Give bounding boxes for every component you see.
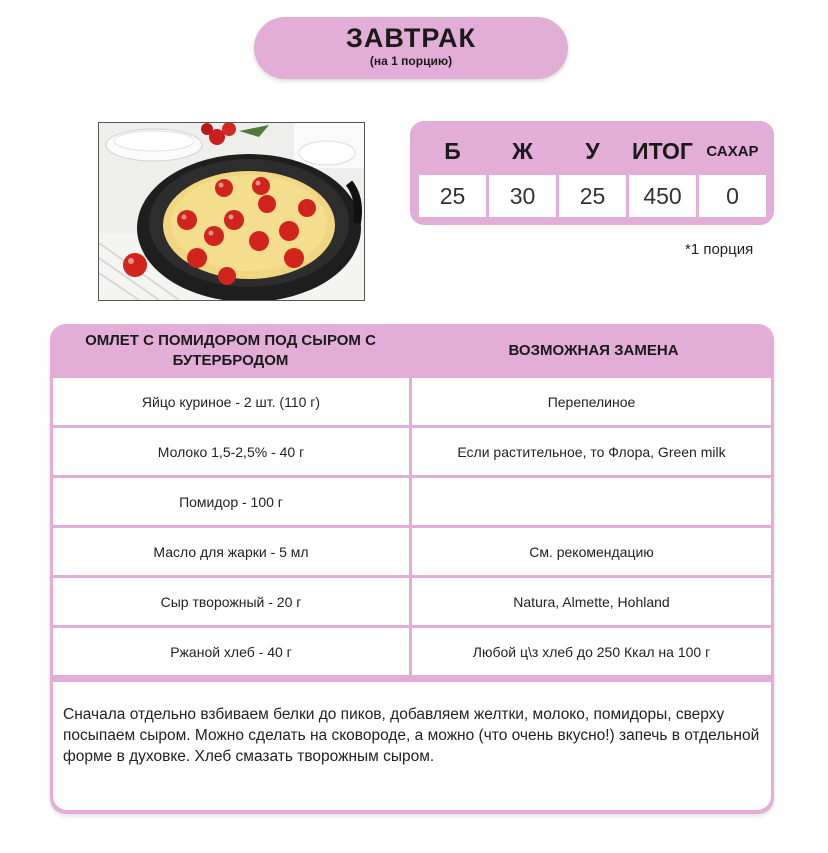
title-banner (254, 17, 568, 79)
table-row (53, 378, 771, 425)
replacement-cell: Перепелиное (412, 378, 771, 425)
page-subtitle: (на 1 порцию) (369, 54, 453, 68)
ingredient-cell: Масло для жарки - 5 мл (53, 528, 409, 575)
omelet-with-tomatoes-illustration (99, 123, 364, 300)
table-row (53, 478, 771, 525)
macro-value-carbs: 25 (559, 175, 626, 217)
replacement-cell (412, 478, 771, 525)
table-row (53, 628, 771, 675)
macro-header-protein: Б (444, 137, 461, 164)
replacement-cell: Если растительное, то Флора, Green milk (412, 428, 771, 475)
recipe-table (50, 324, 774, 814)
table-row (53, 528, 771, 575)
instructions-box (53, 682, 771, 810)
table-row (53, 428, 771, 475)
macro-value-fat: 30 (489, 175, 556, 217)
recipe-dish-title: ОМЛЕТ С ПОМИДОРОМ ПОД СЫРОМ С БУТЕРБРОДОМ (85, 332, 376, 369)
ingredient-cell: Помидор - 100 г (53, 478, 409, 525)
macro-value-sugar: 0 (699, 175, 766, 217)
replacement-cell: Любой ц\з хлеб до 250 Ккал на 100 г (412, 628, 771, 675)
macro-value-protein: 25 (419, 175, 486, 217)
recipe-header (50, 324, 774, 378)
macro-header-total: ИТОГ (632, 137, 693, 164)
table-row (53, 578, 771, 625)
omelet-photo (98, 122, 365, 301)
recipe-replacement-title: ВОЗМОЖНАЯ ЗАМЕНА (508, 342, 679, 359)
page-title: ЗАВТРАК (346, 23, 476, 53)
ingredient-cell: Молоко 1,5-2,5% - 40 г (53, 428, 409, 475)
macro-value-total: 450 (629, 175, 696, 217)
ingredient-cell: Яйцо куриное - 2 шт. (110 г) (53, 378, 409, 425)
macro-header-carbs: У (585, 137, 600, 164)
macros-table (410, 121, 774, 225)
instructions-text: Сначала отдельно взбиваем белки до пиков, добавляем желтки, молоко, помидоры, сверху посыпаем сыром. Можно сделать на сковороде, а можно (что очень вкусно!) запечь в отдельной форме в духовке. Хлеб смазать творожным сыром. (63, 706, 760, 765)
replacement-cell: Natura, Almette, Hohland (412, 578, 771, 625)
replacement-cell: См. рекомендацию (412, 528, 771, 575)
ingredient-cell: Сыр творожный - 20 г (53, 578, 409, 625)
portion-note: *1 порция (685, 241, 754, 258)
macro-header-sugar: САХАР (706, 142, 759, 160)
ingredient-cell: Ржаной хлеб - 40 г (53, 628, 409, 675)
macro-header-fat: Ж (512, 137, 533, 164)
